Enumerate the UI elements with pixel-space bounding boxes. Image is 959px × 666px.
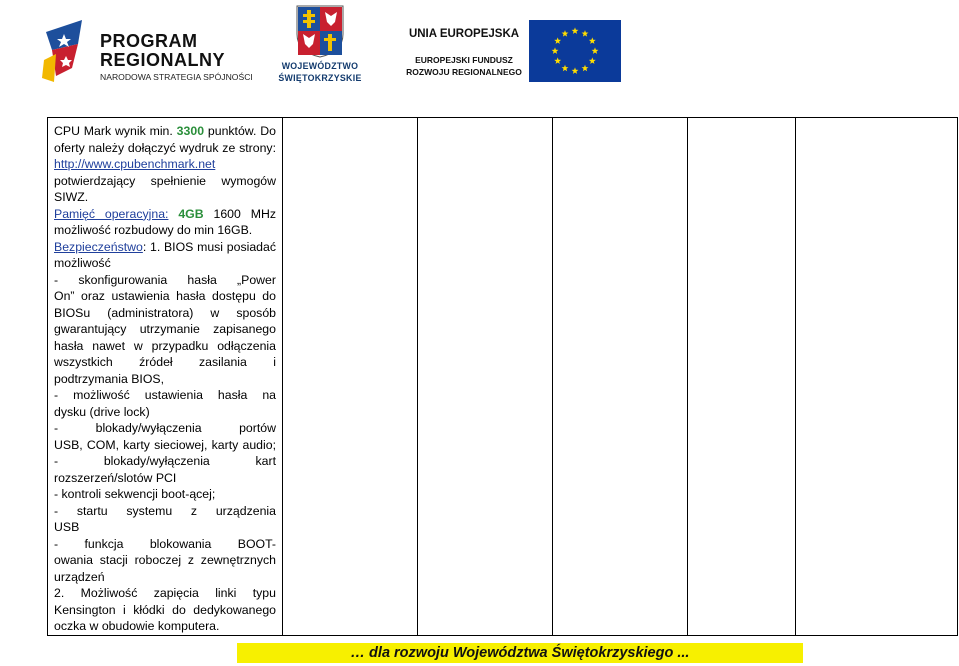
eu-star-icon — [582, 65, 589, 72]
security-line: podtrzymania BIOS, — [54, 371, 165, 386]
security-line: hasła nawet w przypadku odłączenia — [54, 338, 276, 353]
cpu-confirm-line: potwierdzający spełnienie wymogów — [54, 173, 276, 188]
empty-cell — [418, 118, 553, 636]
eu-logo — [400, 20, 622, 84]
program-regionalny-logo — [42, 20, 253, 84]
security-line: - blokady/wyłączenia portów — [54, 421, 276, 435]
wojewodztwo-swietokrzyskie-logo — [272, 4, 368, 88]
eu-logo-line3: ROZWOJU REGIONALNEGO — [406, 67, 522, 77]
memory-expand-line: możliwość rozbudowy do min 16GB. — [54, 223, 253, 237]
security-line: - funkcja blokowania BOOT- — [54, 536, 276, 551]
security-line: Kensington i kłódki do dedykowanego — [54, 602, 276, 617]
eu-logo-line2: EUROPEJSKI FUNDUSZ — [415, 55, 513, 65]
security-line: owania stacji roboczej z zewnętrznych — [54, 553, 276, 567]
eu-star-icon — [554, 57, 561, 64]
cpu-offer-line: oferty należy dołączyć wydruk ze strony: — [54, 140, 276, 155]
program-logo-line3: NARODOWA STRATEGIA SPÓJNOŚCI — [100, 72, 253, 82]
memory-speed: 1600 MHz — [213, 206, 276, 221]
eu-star-icon — [589, 57, 596, 64]
memory-label: Pamięć operacyjna: — [54, 206, 169, 221]
security-line: - skonfigurowania hasła „Power — [54, 272, 276, 287]
eu-star-icon — [552, 47, 559, 54]
eu-star-icon — [572, 27, 579, 34]
security-line: oczka w obudowie komputera. — [54, 619, 220, 633]
coat-of-arms-icon — [295, 4, 345, 58]
footer-slogan: … dla rozwoju Województwa Świętokrzyskiego ... — [350, 645, 690, 661]
eu-logo-line1: UNIA EUROPEJSKA — [408, 28, 520, 40]
specification-cell — [48, 118, 283, 636]
security-line: wszystkich źródeł zasilania i — [54, 355, 276, 369]
footer-slogan-bar — [237, 643, 803, 663]
security-intro: : 1. BIOS musi posiadać — [142, 239, 276, 254]
security-line: - kontroli sekwencji boot-ącej; — [54, 487, 216, 501]
program-logo-line1: PROGRAM — [100, 31, 198, 51]
security-line: urządzeń — [54, 569, 105, 584]
security-line: - możliwość ustawienia hasła na — [54, 388, 276, 402]
security-line: 2. Możliwość zapięcia linki typu — [54, 586, 276, 600]
memory-value: 4GB — [178, 206, 204, 221]
security-line: - blokady/wyłączenia kart — [54, 454, 276, 468]
eu-star-icon — [562, 65, 569, 72]
eu-star-icon — [562, 30, 569, 37]
security-line: gwarantujący utrzymanie zapisanego — [54, 322, 276, 336]
security-line: USB, COM, karty sieciowej, karty audio; — [54, 437, 276, 452]
eu-star-icon — [589, 37, 596, 44]
security-paragraph — [54, 239, 276, 635]
eu-star-icon — [592, 47, 599, 54]
empty-cell — [688, 118, 796, 636]
cpu-mark-unit: punktów. Do — [207, 124, 276, 138]
empty-cell — [796, 118, 958, 636]
voivodeship-logo-line2: ŚWIĘTOKRZYSKIE — [278, 73, 362, 83]
security-line: On” oraz ustawienia hasła dostępu do — [54, 289, 276, 303]
security-label: Bezpieczeństwo — [54, 239, 143, 254]
voivodeship-logo-line1: WOJEWÓDZTWO — [281, 61, 359, 71]
specification-table — [47, 117, 958, 636]
cpubenchmark-link[interactable]: http://www.cpubenchmark.net — [54, 157, 216, 171]
security-line: dysku (drive lock) — [54, 404, 150, 419]
eu-flag-icon — [529, 20, 621, 82]
eu-star-icon — [554, 37, 561, 44]
empty-cell — [553, 118, 688, 636]
eu-stars-icon — [529, 20, 621, 82]
cpu-siwz-line: SIWZ. — [54, 190, 89, 204]
memory-paragraph — [54, 206, 276, 239]
cpu-paragraph — [54, 123, 276, 206]
program-logo-line2: REGIONALNY — [100, 50, 226, 70]
eu-star-icon — [572, 67, 579, 74]
security-line: rozszerzeń/slotów PCI — [54, 470, 177, 485]
program-regionalny-emblem-icon — [42, 20, 100, 84]
security-line: BIOSu (administratora) w sposób — [54, 305, 276, 320]
empty-cell — [283, 118, 418, 636]
cpu-mark-text: CPU Mark wynik min. — [54, 124, 173, 138]
security-line: możliwość — [54, 256, 111, 270]
eu-star-icon — [582, 30, 589, 37]
security-line: USB — [54, 520, 80, 534]
cpu-mark-value: 3300 — [176, 124, 205, 138]
security-line: - startu systemu z urządzenia — [54, 503, 276, 518]
